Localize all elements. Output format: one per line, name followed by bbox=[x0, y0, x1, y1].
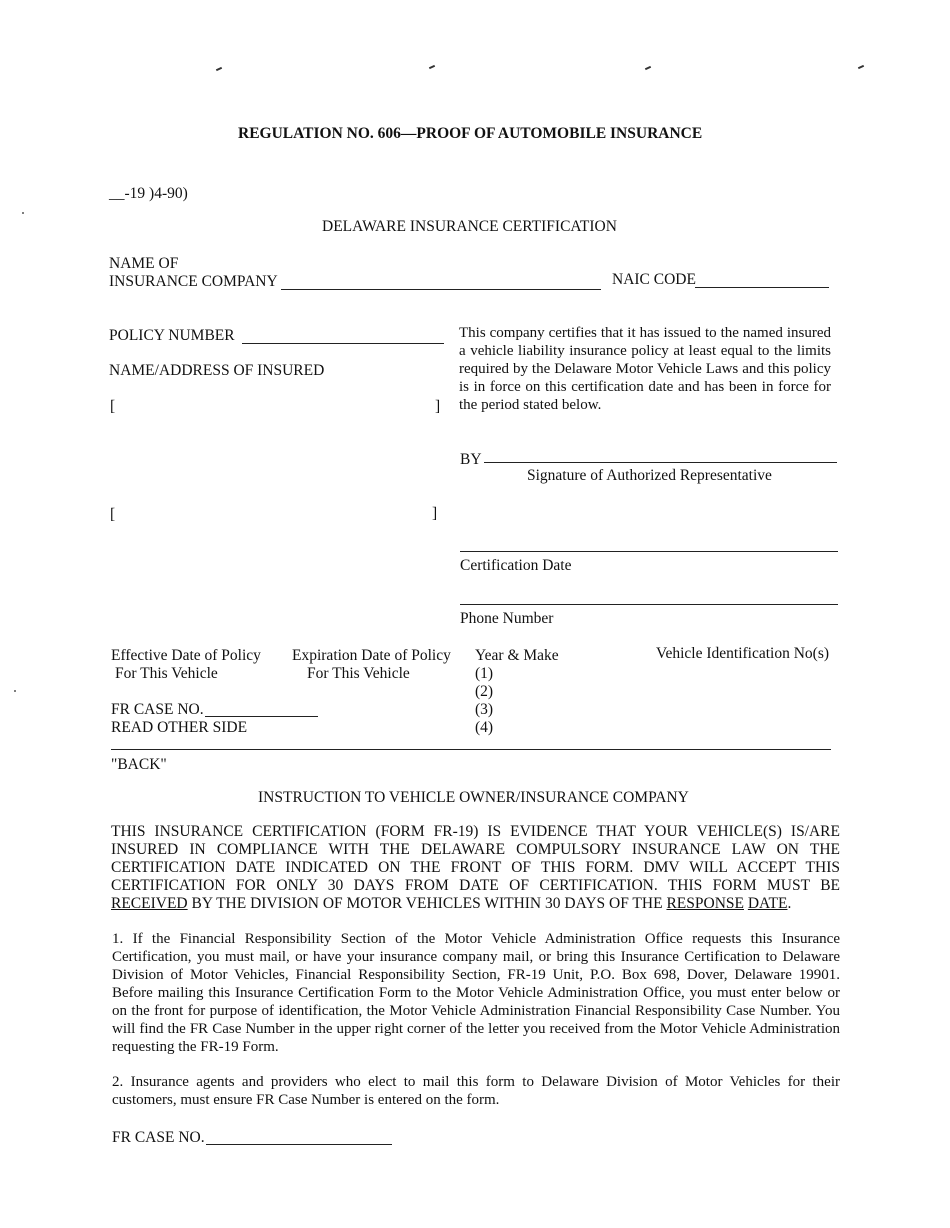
insured-address-area[interactable] bbox=[122, 396, 428, 528]
vin-label: Vehicle Identification No(s) bbox=[656, 645, 830, 662]
vehicle-row-number: (3) bbox=[475, 701, 494, 718]
section-divider bbox=[111, 749, 831, 750]
back-heading: INSTRUCTION TO VEHICLE OWNER/INSURANCE COMPANY bbox=[258, 789, 689, 806]
insurance-company-label: INSURANCE COMPANY bbox=[109, 273, 278, 290]
scan-speck bbox=[22, 212, 24, 214]
scan-mark bbox=[429, 65, 435, 69]
certification-date-field[interactable] bbox=[460, 551, 838, 552]
evidence-paragraph bbox=[111, 823, 840, 913]
vehicle-row-number: (2) bbox=[475, 683, 494, 700]
scan-mark bbox=[645, 66, 651, 70]
naic-code-field[interactable] bbox=[695, 287, 829, 288]
evidence-text: BY THE DIVISION OF MOTOR VEHICLES WITHIN 30 DAYS OF THE bbox=[191, 895, 663, 912]
evidence-text: THIS INSURANCE CERTIFICATION (FORM FR-19) IS EVIDENCE THAT YOUR VEHICLE(S) IS/ARE INSURED IN COMPLIANCE WITH THE DELAWARE COMPULSORY INSURANCE LAW ON THE CERTIFICATION DATE INDICATED ON THE FRONT OF THIS FORM. DMV WILL ACCEPT THIS CERTIFICATION FOR ONLY 30 DAYS FROM DATE OF CERTIFICATION. THIS FORM MUST BE bbox=[111, 823, 840, 894]
policy-number-label: POLICY NUMBER bbox=[109, 327, 235, 344]
by-label: BY bbox=[460, 451, 482, 468]
vehicle-row-number: (1) bbox=[475, 665, 494, 682]
name-of-label: NAME OF bbox=[109, 255, 179, 272]
back-fr-case-label: FR CASE NO. bbox=[112, 1129, 205, 1146]
name-address-label: NAME/ADDRESS OF INSURED bbox=[109, 362, 325, 379]
fr-case-field[interactable] bbox=[205, 716, 318, 717]
year-make-label: Year & Make bbox=[475, 647, 559, 664]
address-bracket-open: [ bbox=[110, 398, 116, 415]
received-text: RECEIVED bbox=[111, 895, 188, 912]
back-fr-case-field[interactable] bbox=[206, 1144, 392, 1145]
date-text: DATE bbox=[747, 895, 788, 912]
address-bracket-open: [ bbox=[110, 506, 116, 523]
response-text: RESPONSE bbox=[666, 895, 744, 912]
phone-number-label: Phone Number bbox=[460, 610, 554, 627]
effective-date-label: Effective Date of Policy bbox=[111, 647, 261, 664]
vehicle-row-number: (4) bbox=[475, 719, 494, 736]
address-bracket-close: ] bbox=[432, 505, 438, 522]
scan-mark bbox=[858, 65, 864, 69]
form-code: __-19 )4-90) bbox=[109, 185, 188, 202]
certification-date-label: Certification Date bbox=[460, 557, 572, 574]
fr-case-label: FR CASE NO. bbox=[111, 701, 204, 718]
address-bracket-close: ] bbox=[435, 398, 441, 415]
back-label: "BACK" bbox=[111, 756, 167, 773]
phone-number-field[interactable] bbox=[460, 604, 838, 605]
expiration-date-sublabel: For This Vehicle bbox=[307, 665, 410, 682]
signature-field[interactable] bbox=[484, 462, 837, 463]
scan-mark bbox=[216, 67, 222, 71]
signature-caption: Signature of Authorized Representative bbox=[527, 467, 772, 484]
policy-number-field[interactable] bbox=[242, 343, 444, 344]
instruction-2: 2. Insurance agents and providers who elect to mail this form to Delaware Division of Motor Vehicles for their customers, must ensure FR Case Number is entered on the form. bbox=[112, 1074, 840, 1108]
read-other-side: READ OTHER SIDE bbox=[111, 719, 248, 736]
naic-code-label: NAIC CODE bbox=[612, 271, 696, 288]
evidence-period: . bbox=[787, 895, 792, 912]
insurance-company-field[interactable] bbox=[281, 289, 601, 290]
page-title: REGULATION NO. 606—PROOF OF AUTOMOBILE INSURANCE bbox=[238, 125, 703, 142]
effective-date-sublabel: For This Vehicle bbox=[115, 665, 218, 682]
scan-speck bbox=[14, 690, 16, 692]
form-subtitle: DELAWARE INSURANCE CERTIFICATION bbox=[322, 218, 617, 235]
certification-statement: This company certifies that it has issued to the named insured a vehicle liability insurance policy at least equal to the limits required by the Delaware Motor Vehicle Laws and this policy is in force on this certification date and has been in force for the period stated below. bbox=[459, 325, 831, 413]
instruction-1: 1. If the Financial Responsibility Section of the Motor Vehicle Administration Office requests this Insurance Certification, you must mail, or have your insurance company mail, or bring this Insurance Certification to Delaware Division of Motor Vehicles, Financial Responsibility Section, FR-19 Unit, P.O. Box 698, Dover, Delaware 19901. Before mailing this Insurance Certification Form to the Motor Vehicle Administration Office, you must enter below or on the front for purpose of identification, the Motor Vehicle Administration Financial Responsibility Case Number. You will find the FR Case Number in the upper right corner of the letter you received from the Motor Vehicle Administration requesting the FR-19 Form. bbox=[112, 931, 840, 1055]
expiration-date-label: Expiration Date of Policy bbox=[292, 647, 451, 664]
